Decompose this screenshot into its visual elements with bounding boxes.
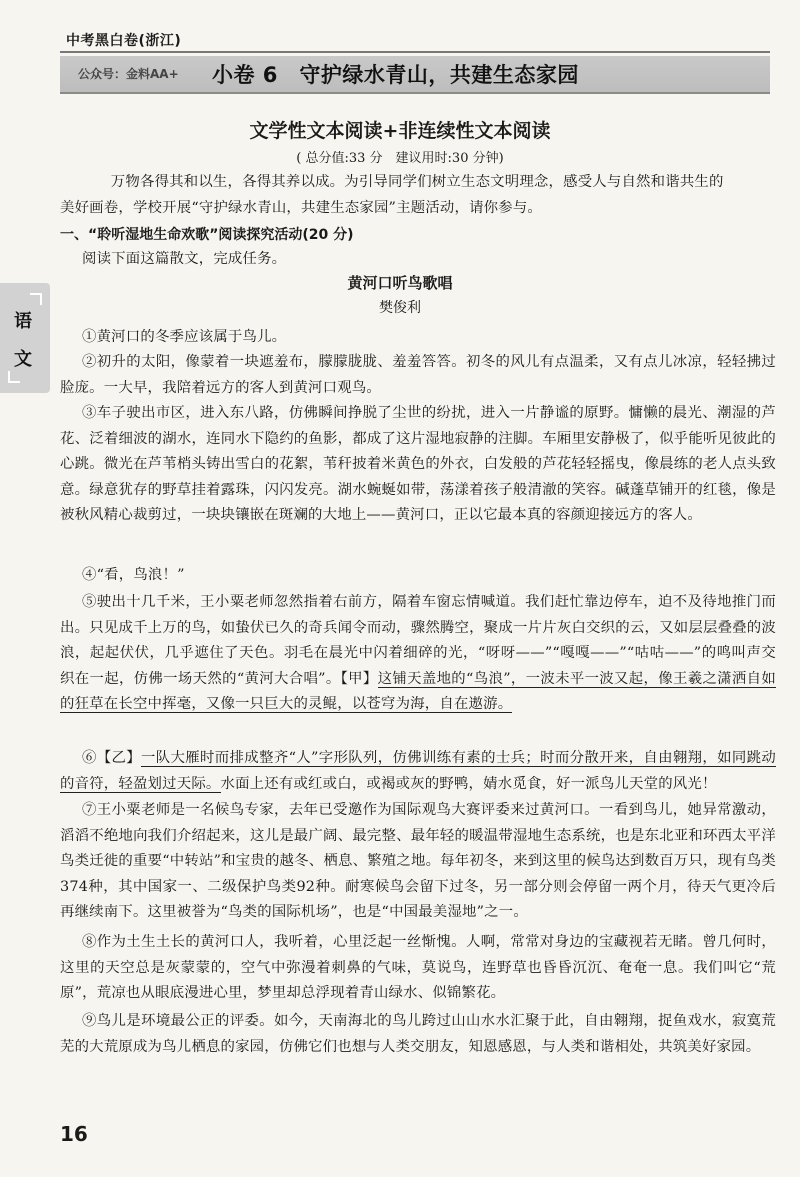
paragraph-6: [60, 746, 776, 797]
section-banner: [60, 56, 770, 94]
paragraph-1: ①黄河口的冬季应该属于鸟儿。: [82, 329, 287, 345]
paragraph-5: [60, 590, 776, 718]
paragraph-8: ⑧作为土生土长的黄河口人，我听着，心里泛起一丝惭愧。人啊，常常对身边的宝藏视若无睹。曾几何时，这里的天空总是灰蒙蒙的，空气中弥漫着刺鼻的气味，莫说鸟，连野草也昏昏沉沉、奄奄一息。我们叫它“荒原”，荒凉也从眼底漫进心里，梦里却总浮现着青山绿水、似锦繁花。: [60, 934, 776, 1001]
paragraph-2: ②初升的太阳，像蒙着一块遮羞布，朦朦胧胧、羞羞答答。初冬的风儿有点温柔，又有点儿冰凉，轻轻拂过脸庞。一大早，我陪着远方的客人到黄河口观鸟。: [60, 354, 776, 396]
section-heading: 一、“聆听湿地生命欢歌”阅读探究活动(20 分): [60, 227, 354, 243]
paragraph-6-text: 水面上还有或红或白，或褐或灰的野鸭，婧水觅食，好一派鸟儿天堂的风光！: [220, 775, 717, 792]
banner-prefix: 公众号：金料AA+: [78, 67, 179, 81]
paragraph-7: ⑦王小粟老师是一名候鸟专家，去年已受邀作为国际观鸟大赛评委来过黄河口。一看到鸟儿，她异常激动，滔滔不绝地向我们介绍起来，这儿是最广阔、最完整、最年轻的暖温带湿地生态系统，也是东北亚和环西太平洋鸟类迁徙的重要“中转站”和宝贵的越冬、栖息、繁殖之地。每年初冬，来到这里的候鸟达到数百万只，现有鸟类374种，其中国家一、二级保护鸟类92种。耐寒候鸟会留下过冬，另一部分则会停留一两个月，待天气更冷后再继续南下。这里被誉为“鸟类的国际机场”，也是“中国最美湿地”之一。: [60, 802, 776, 920]
header-rule: [60, 51, 770, 53]
series-title: 中考黑白卷(浙江): [66, 33, 182, 49]
bracket-bottom-icon: [8, 371, 20, 383]
paragraph-5-text: ⑤驶出十几千米，王小粟老师忽然指着右前方，隔着车窗忘情喊道。我们赶忙靠边停车，迫不及待地推门而出。只见成千上万的鸟，如蛰伏已久的奇兵闻令而动，骤然腾空，聚成一片片灰白交织的云，又如层层叠叠的波浪，起起伏伏，几乎遮住了天色。羽毛在晨光中闪着细碎的光，“呀呀——”“嘎嘎——”“咕咕——”的鸣叫声交织在一起，仿佛一场天然的“黄河大合唱”。【甲】: [60, 594, 776, 687]
score-time-meta: ( 总分值:33 分 建议用时:30 分钟): [296, 151, 504, 166]
page-title: 文学性文本阅读+非连续性文本阅读: [249, 120, 551, 142]
intro-line-2: 美好画卷，学校开展“守护绿水青山，共建生态家园”主题活动，请你参与。: [60, 200, 543, 216]
page-number: 16: [60, 1122, 88, 1146]
underlined-sentence-yi: 一队大雁时而排成整齐“人”字形队列，仿佛训练有素的士兵；时而分散开来，自由翱翔，如同跳动的音符，轻盈划过天际。: [60, 750, 776, 792]
subject-char-1: 语: [14, 311, 32, 332]
essay-author: 樊俊利: [379, 300, 421, 316]
paragraph-9: ⑨鸟儿是环境最公正的评委。如今，天南海北的鸟儿跨过山山水水汇聚于此，自由翱翔，捉鱼戏水，寂寞荒芜的大荒原成为鸟儿栖息的家园，仿佛它们也想与人类交朋友，知恩感恩，与人类和谐相处，共筑美好家园。: [60, 1013, 776, 1055]
paragraph-4: ④“看，鸟浪！”: [82, 567, 185, 583]
subject-char-2: 文: [14, 349, 32, 370]
instruction-text: 阅读下面这篇散文，完成任务。: [82, 251, 287, 267]
essay-title: 黄河口听鸟歌唱: [347, 274, 453, 292]
intro-line-1: 万物各得其和以生，各得其养以成。为引导同学们树立生态文明理念，感受人与自然和谐共生的: [110, 174, 724, 190]
paragraph-3: ③车子驶出市区，进入东八路，仿佛瞬间挣脱了尘世的纷扰，进入一片静谧的原野。慵懒的晨光、潮湿的芦花、泛着细波的湖水，连同水下隐约的鱼影，都成了这片湿地寂静的注脚。车厢里安静极了，似乎能听见彼此的心跳。微光在芦苇梢头铸出雪白的花絮，苇秆披着米黄色的外衣，白发般的芦花轻轻摇曳，像晨练的老人点头致意。绿意犹存的野草挂着露珠，闪闪发亮。湖水蜿蜒如带，荡漾着孩子般清澈的笑容。碱蓬草铺开的红毯，像是被秋风精心裁剪过，一块块镶嵌在斑斓的大地上——黄河口，正以它最本真的容颜迎接远方的客人。: [60, 405, 776, 523]
banner-title: 小卷 6 守护绿水青山，共建生态家园: [212, 63, 579, 87]
underlined-sentence-jia: 这铺天盖地的“鸟浪”，一波未平一波又起，像王羲之潇洒自如的狂草在长空中挥毫，又像一只巨大的灵鲲，以苍穹为海，自在遨游。: [60, 670, 776, 712]
marker-yi: ⑥【乙】: [82, 750, 142, 766]
